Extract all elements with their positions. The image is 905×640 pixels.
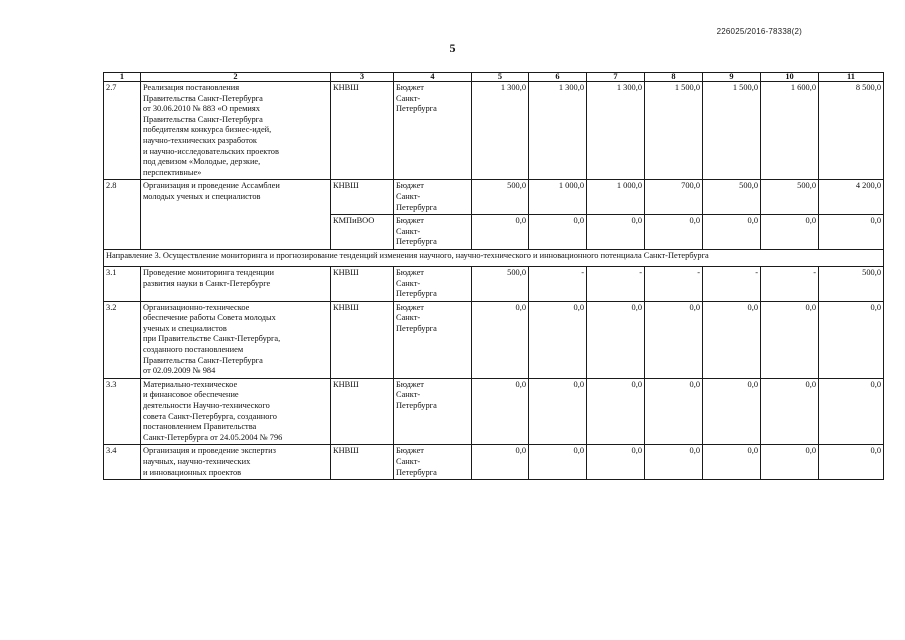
section-heading: Направление 3. Осуществление мониторинга и прогнозирование тенденций изменения научного, научно-технического и инновационного потенциала Санкт-Петербурга	[104, 249, 884, 266]
funding-source-line: Бюджет	[396, 216, 424, 226]
year-value: 0,0	[529, 378, 587, 445]
year-value: 0,0	[587, 301, 645, 378]
funding-source	[394, 215, 472, 250]
year-value: -	[645, 266, 703, 301]
year-value: 1 500,0	[703, 82, 761, 180]
funding-source-line: Петербурга	[396, 104, 437, 114]
item-number: 3.1	[104, 266, 141, 301]
item-description	[141, 266, 331, 301]
year-value: 500,0	[472, 180, 529, 215]
description-line: и финансовое обеспечение	[143, 390, 239, 400]
table-row	[104, 180, 884, 215]
funding-source-line: Бюджет	[396, 181, 424, 191]
description-line: Материально-техническое	[143, 379, 238, 389]
description-line: и инновационных проектов	[143, 467, 242, 477]
funding-source	[394, 301, 472, 378]
funding-source-line: Петербурга	[396, 323, 437, 333]
description-line: Организационно-техническое	[143, 302, 250, 312]
table-row	[104, 445, 884, 480]
description-line: созданного постановлением	[143, 345, 244, 355]
funding-source-line: Петербурга	[396, 202, 437, 212]
table-body	[104, 82, 884, 480]
funding-source-line: Бюджет	[396, 379, 424, 389]
column-header-11: 11	[819, 73, 884, 82]
total-value: 500,0	[819, 266, 884, 301]
item-number: 2.8	[104, 180, 141, 250]
funding-source-line: Бюджет	[396, 302, 424, 312]
description-line: Проведение мониторинга тенденции	[143, 267, 275, 277]
year-value: 0,0	[529, 445, 587, 480]
description-line: Организация и проведение Ассамблеи	[143, 181, 280, 191]
column-header-5: 5	[472, 73, 529, 82]
description-line: совета Санкт-Петербурга, созданного	[143, 411, 277, 421]
year-value: 0,0	[587, 378, 645, 445]
description-line: и научно-исследовательских проектов	[143, 146, 279, 156]
description-line: молодых ученых и специалистов	[143, 191, 261, 201]
funding-source	[394, 180, 472, 215]
description-line: ученых и специалистов	[143, 323, 227, 333]
funding-source-line: Петербурга	[396, 401, 437, 411]
table-row	[104, 378, 884, 445]
item-number: 3.2	[104, 301, 141, 378]
year-value: 500,0	[472, 266, 529, 301]
year-value: 0,0	[472, 301, 529, 378]
column-header-7: 7	[587, 73, 645, 82]
column-header-6: 6	[529, 73, 587, 82]
year-value: 1 300,0	[587, 82, 645, 180]
funding-source-line: Санкт-	[396, 457, 421, 466]
description-line: под девизом «Молодые, дерзкие,	[143, 157, 261, 167]
year-value: -	[587, 266, 645, 301]
year-value: 500,0	[703, 180, 761, 215]
executor: КНВШ	[331, 301, 394, 378]
funding-source-line: Санкт-	[396, 390, 421, 400]
description-line: Правительства Санкт-Петербурга	[143, 355, 263, 365]
funding-source-line: Санкт-	[396, 93, 421, 103]
item-description	[141, 82, 331, 180]
table-row	[104, 301, 884, 378]
funding-source	[394, 82, 472, 180]
year-value: 1 500,0	[645, 82, 703, 180]
executor: КНВШ	[331, 378, 394, 445]
executor: КНВШ	[331, 82, 394, 180]
description-line: Организация и проведение экспертиз	[143, 446, 276, 456]
year-value: 0,0	[529, 301, 587, 378]
column-header-2: 2	[141, 73, 331, 82]
item-number: 3.3	[104, 378, 141, 445]
year-value: 500,0	[761, 180, 819, 215]
description-line: Санкт-Петербурга от 24.05.2004 № 796	[143, 432, 283, 442]
year-value: 0,0	[703, 301, 761, 378]
year-value: 0,0	[703, 378, 761, 445]
year-value: 0,0	[645, 215, 703, 250]
year-value: 1 300,0	[472, 82, 529, 180]
page-number: 5	[449, 41, 456, 55]
year-value: -	[761, 266, 819, 301]
item-description	[141, 445, 331, 480]
year-value: -	[703, 266, 761, 301]
funding-source-line: Санкт-	[396, 191, 421, 201]
column-header-9: 9	[703, 73, 761, 82]
item-number: 2.7	[104, 82, 141, 180]
year-value: 1 600,0	[761, 82, 819, 180]
funding-source	[394, 378, 472, 445]
funding-source-line: Бюджет	[396, 446, 424, 456]
item-description	[141, 180, 331, 250]
year-value: 0,0	[472, 215, 529, 250]
funding-source-line: Бюджет	[396, 83, 424, 92]
column-header-4: 4	[394, 73, 472, 82]
description-line: от 30.06.2010 № 883 «О премиях	[143, 104, 260, 114]
funding-source-line: Петербурга	[396, 289, 437, 299]
year-value: 700,0	[645, 180, 703, 215]
year-value: 0,0	[645, 378, 703, 445]
total-value: 0,0	[819, 301, 884, 378]
executor: КНВШ	[331, 445, 394, 480]
description-line: развития науки в Санкт-Петербурге	[143, 278, 271, 288]
column-header-3: 3	[331, 73, 394, 82]
item-description	[141, 378, 331, 445]
funding-source-line: Петербурга	[396, 467, 437, 477]
year-value: 0,0	[761, 445, 819, 480]
year-value: 0,0	[703, 445, 761, 480]
funding-source-line: Санкт-	[396, 226, 421, 236]
executor: КНВШ	[331, 266, 394, 301]
program-table	[103, 72, 884, 480]
description-line: победителям конкурса бизнес-идей,	[143, 125, 272, 135]
year-value: 0,0	[587, 215, 645, 250]
description-line: научно-технических разработок	[143, 135, 257, 145]
funding-source-line: Бюджет	[396, 267, 424, 277]
funding-source-line: Санкт-	[396, 278, 421, 288]
description-line: постановлением Правительства	[143, 422, 257, 432]
total-value: 4 200,0	[819, 180, 884, 215]
funding-source	[394, 445, 472, 480]
column-header-10: 10	[761, 73, 819, 82]
item-number: 3.4	[104, 445, 141, 480]
section-row	[104, 249, 884, 266]
total-value: 0,0	[819, 215, 884, 250]
year-value: 1 000,0	[529, 180, 587, 215]
year-value: 0,0	[645, 445, 703, 480]
year-value: -	[529, 266, 587, 301]
description-line: от 02.09.2009 № 984	[143, 366, 216, 376]
year-value: 0,0	[472, 378, 529, 445]
description-line: деятельности Научно-технического	[143, 401, 270, 411]
description-line: перспективные»	[143, 167, 202, 177]
funding-source-line: Петербурга	[396, 237, 437, 247]
total-value: 0,0	[819, 445, 884, 480]
description-line: Правительства Санкт-Петербурга	[143, 114, 263, 124]
year-value: 0,0	[761, 301, 819, 378]
table-row	[104, 266, 884, 301]
year-value: 0,0	[472, 445, 529, 480]
executor: КМПиВОО	[331, 215, 394, 250]
document-id: 226025/2016-78338(2)	[716, 27, 802, 36]
year-value: 0,0	[761, 215, 819, 250]
year-value: 1 300,0	[529, 82, 587, 180]
header-row	[104, 73, 884, 82]
year-value: 0,0	[645, 301, 703, 378]
column-header-1: 1	[104, 73, 141, 82]
total-value: 8 500,0	[819, 82, 884, 180]
column-header-8: 8	[645, 73, 703, 82]
funding-source	[394, 266, 472, 301]
year-value: 0,0	[761, 378, 819, 445]
item-description	[141, 301, 331, 378]
year-value: 0,0	[703, 215, 761, 250]
table-row	[104, 82, 884, 180]
year-value: 1 000,0	[587, 180, 645, 215]
funding-source-line: Санкт-	[396, 313, 421, 323]
year-value: 0,0	[529, 215, 587, 250]
description-line: Реализация постановления	[143, 83, 240, 92]
description-line: Правительства Санкт-Петербурга	[143, 93, 263, 103]
description-line: при Правительстве Санкт-Петербурга,	[143, 334, 281, 344]
executor: КНВШ	[331, 180, 394, 215]
year-value: 0,0	[587, 445, 645, 480]
description-line: обеспечение работы Совета молодых	[143, 313, 276, 323]
description-line: научных, научно-технических	[143, 457, 251, 466]
total-value: 0,0	[819, 378, 884, 445]
